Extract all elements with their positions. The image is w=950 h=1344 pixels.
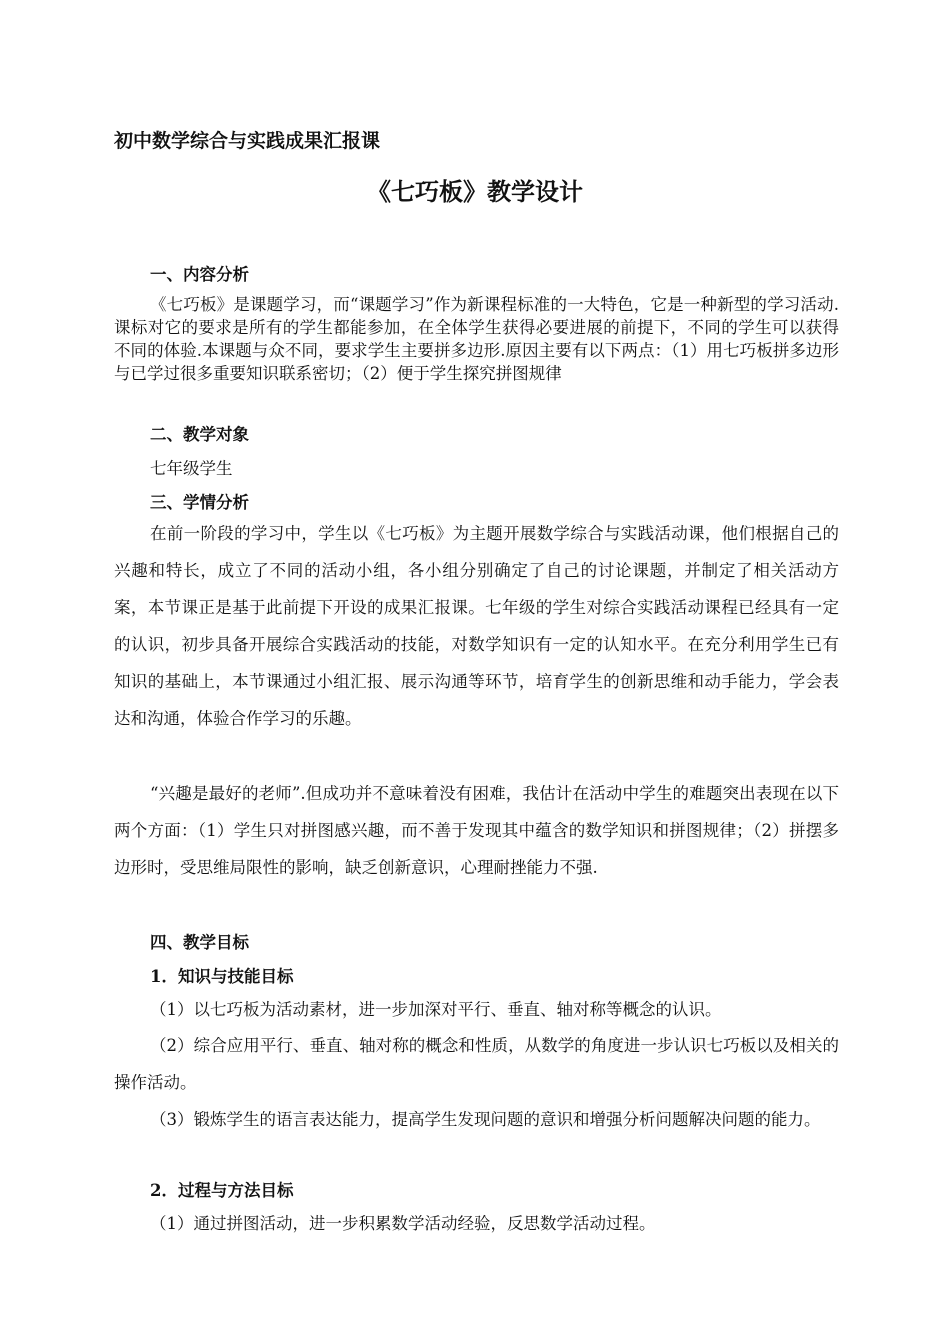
heading-learner-analysis: 三、学情分析	[150, 493, 249, 512]
goal-item-1: （1）以七巧板为活动素材，进一步加深对平行、垂直、轴对称等概念的认识。	[150, 1000, 722, 1019]
heading-teaching-goals: 四、教学目标	[150, 933, 249, 952]
document-title: 《七巧板》教学设计	[367, 177, 583, 206]
paragraph-content-analysis: 《七巧板》是课题学习，而“课题学习”作为新课程标准的一大特色，它是一种新型的学习活动.课标对它的要求是所有的学生都能参加，在全体学生获得必要进展的前提下，不同的学生可以获得不同的体验.本课题与众不同，要求学生主要拼多边形.原因主要有以下两点：（1）用七巧板拼多边形与已学过很多重要知识联系密切；（2）便于学生探究拼图规律	[114, 295, 839, 383]
goal-item-4: （1）通过拼图活动，进一步积累数学活动经验，反思数学活动过程。	[150, 1214, 656, 1233]
goal-item-2: （2）综合应用平行、垂直、轴对称的概念和性质，从数学的角度进一步认识七巧板以及相关的操作活动。	[114, 1036, 839, 1092]
paragraph-learner-analysis-1: 在前一阶段的学习中，学生以《七巧板》为主题开展数学综合与实践活动课，他们根据自己的兴趣和特长，成立了不同的活动小组，各小组分别确定了自己的讨论课题，并制定了相关活动方案，本节课正是基于此前提下开设的成果汇报课。七年级的学生对综合实践活动课程已经具有一定的认识，初步具备开展综合实践活动的技能，对数学知识有一定的认知水平。在充分利用学生已有知识的基础上，本节课通过小组汇报、展示沟通等环节，培育学生的创新思维和动手能力，学会表达和沟通，体验合作学习的乐趣。	[114, 524, 839, 728]
heading-teaching-target: 二、教学对象	[150, 425, 249, 444]
subheading-process-method: 2．过程与方法目标	[150, 1181, 294, 1200]
paragraph-learner-analysis-2: “兴趣是最好的老师”.但成功并不意味着没有困难，我估计在活动中学生的难题突出表现在以下两个方面：（1）学生只对拼图感兴趣，而不善于发现其中蕴含的数学知识和拼图规律；（2）拼摆多边形时，受思维局限性的影响，缺乏创新意识，心理耐挫能力不强.	[114, 784, 839, 877]
document-subtitle: 初中数学综合与实践成果汇报课	[114, 130, 381, 152]
goal-item-3: （3）锻炼学生的语言表达能力，提高学生发现问题的意识和增强分析问题解决问题的能力。	[150, 1110, 821, 1129]
heading-content-analysis: 一、内容分析	[150, 265, 249, 284]
teaching-target-text: 七年级学生	[150, 459, 233, 478]
subheading-knowledge-skills: 1．知识与技能目标	[150, 967, 294, 986]
